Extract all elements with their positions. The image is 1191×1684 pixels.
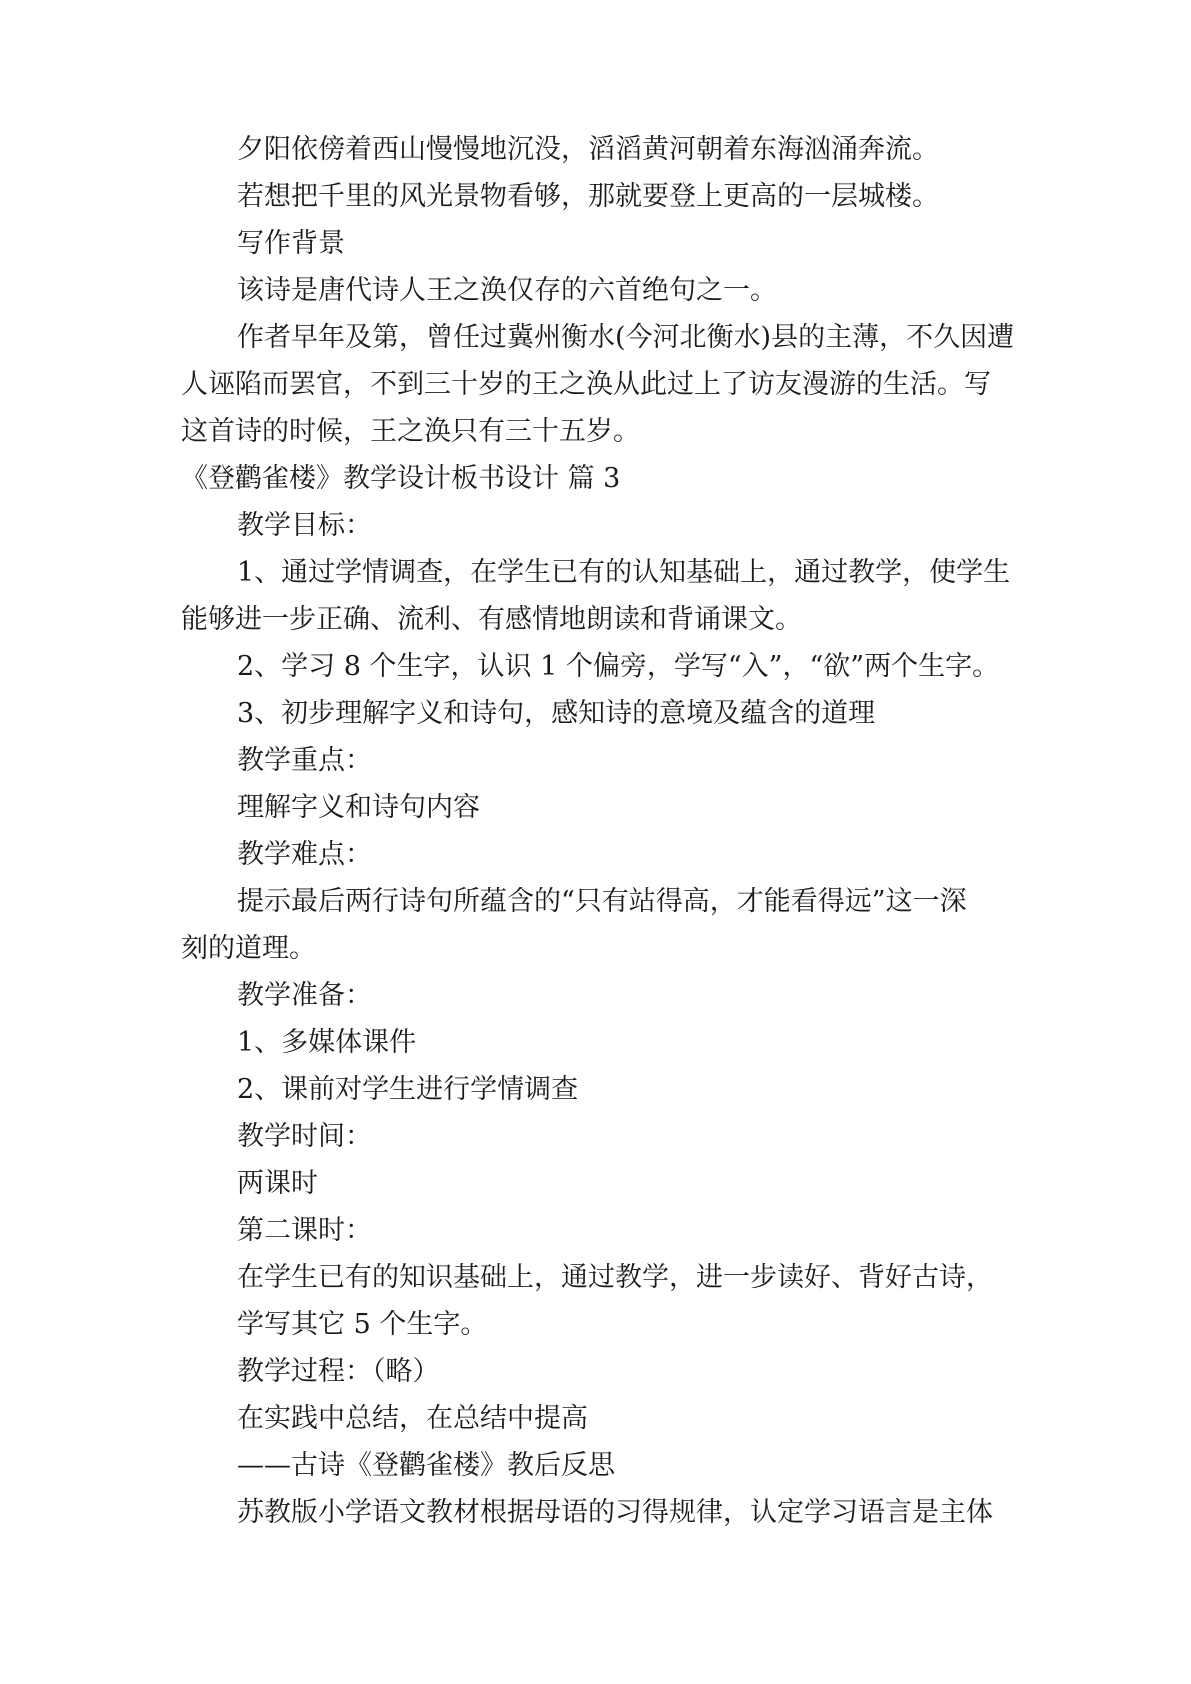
text-line: 刻的道理。	[181, 933, 316, 964]
article-title: 《登鹳雀楼》教学设计板书设计 篇 3	[181, 463, 621, 494]
text-line: 若想把千里的风光景物看够，那就要登上更高的一层城楼。	[237, 181, 939, 212]
text-line: 2、课前对学生进行学情调查	[237, 1074, 579, 1105]
text-line: ——古诗《登鹳雀楼》教后反思	[237, 1450, 615, 1481]
text-line: 在学生已有的知识基础上，通过教学，进一步读好、背好古诗，	[237, 1262, 993, 1293]
section-heading: 教学目标：	[237, 510, 372, 541]
text-line: 在实践中总结，在总结中提高	[237, 1403, 588, 1434]
text-line: 这首诗的时候，王之涣只有三十五岁。	[181, 416, 640, 447]
text-line: 作者早年及第，曾任过冀州衡水(今河北衡水)县的主薄，不久因遭	[237, 322, 1015, 353]
section-heading: 第二课时：	[237, 1215, 372, 1246]
text-line: 1、通过学情调查，在学生已有的认知基础上，通过教学，使学生	[237, 557, 1011, 588]
text-line: 两课时	[237, 1168, 318, 1199]
text-line: 1、多媒体课件	[237, 1027, 417, 1058]
section-heading: 教学准备：	[237, 980, 372, 1011]
section-heading: 写作背景	[237, 228, 345, 259]
text-line: 能够进一步正确、流利、有感情地朗读和背诵课文。	[181, 604, 802, 635]
text-line: 3、初步理解字义和诗句，感知诗的意境及蕴含的道理	[237, 698, 876, 729]
text-line: 该诗是唐代诗人王之涣仅存的六首绝句之一。	[237, 275, 777, 306]
text-line: 苏教版小学语文教材根据母语的习得规律，认定学习语言是主体	[237, 1497, 993, 1528]
text-line: 提示最后两行诗句所蕴含的“只有站得高，才能看得远”这一深	[237, 886, 967, 917]
text-line: 教学过程：（略）	[237, 1356, 440, 1387]
text-line: 夕阳依傍着西山慢慢地沉没，滔滔黄河朝着东海汹涌奔流。	[237, 134, 939, 165]
text-line: 人诬陷而罢官，不到三十岁的王之涣从此过上了访友漫游的生活。写	[181, 369, 991, 400]
text-line: 学写其它 5 个生字。	[237, 1309, 488, 1340]
section-heading: 教学时间：	[237, 1121, 372, 1152]
section-heading: 教学重点：	[237, 745, 372, 776]
section-heading: 教学难点：	[237, 839, 372, 870]
text-line: 2、学习 8 个生字，认识 1 个偏旁，学写“入”，“欲”两个生字。	[237, 651, 1000, 682]
text-line: 理解字义和诗句内容	[237, 792, 480, 823]
